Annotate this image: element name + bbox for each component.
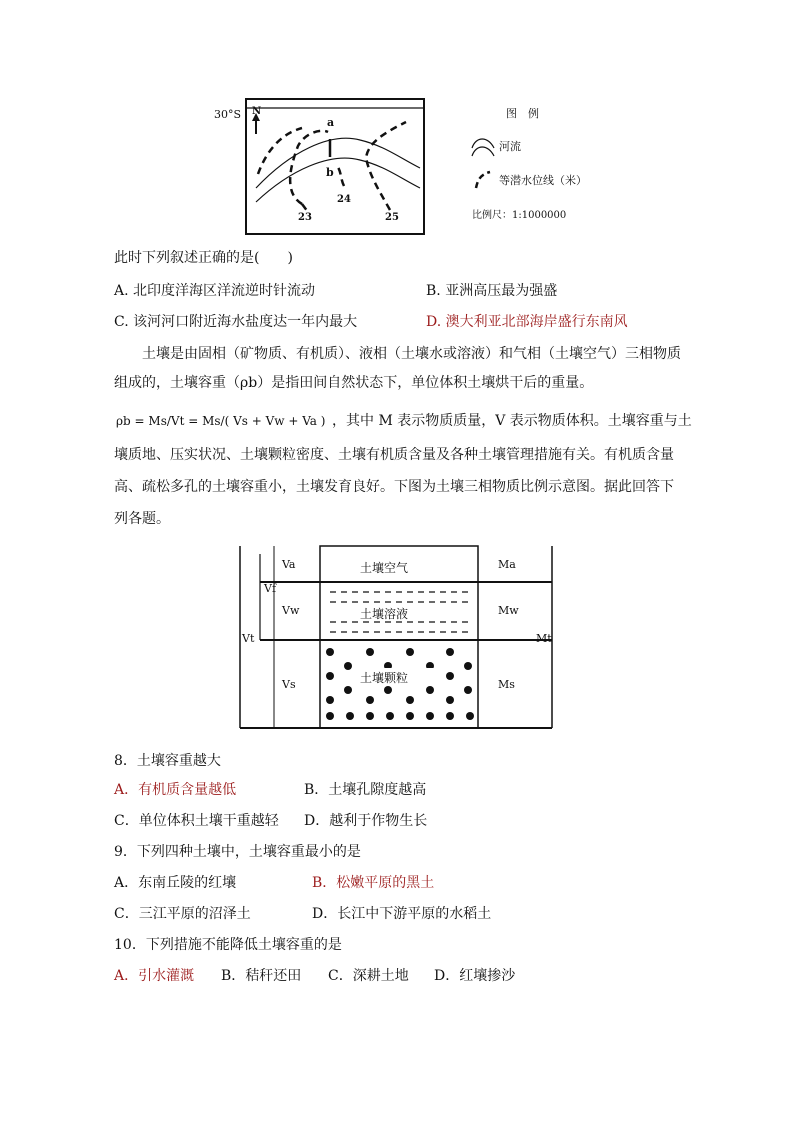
point-b-label: b xyxy=(326,166,334,179)
label-mw: Mw xyxy=(498,604,519,617)
soil-three-phase-figure xyxy=(236,542,566,734)
passage-line-5: 高、疏松多孔的土壤容重小，土壤发育良好。下图为土壤三相物质比例示意图。据此回答下 xyxy=(114,479,674,495)
question-stem-prev: 此时下列叙述正确的是( ) xyxy=(114,250,293,266)
contour-label-24: 24 xyxy=(337,194,351,205)
north-label: N xyxy=(252,106,262,117)
legend-title: 图 例 xyxy=(506,107,539,120)
legend-river-label: 河流 xyxy=(499,140,521,153)
groundwater-map-figure xyxy=(210,92,600,237)
label-va: Va xyxy=(282,558,296,571)
passage-line-2: 组成的，土壤容重（ρb）是指田间自然状态下，单位体积土壤烘干后的重量。 xyxy=(114,375,594,391)
passage-line-3: ，其中 M 表示物质质量，V 表示物质体积。土壤容重与土 xyxy=(332,413,692,429)
option-c-prev[interactable]: C. 该河河口附近海水盐度达一年内最大 xyxy=(114,314,358,330)
option-a-prev[interactable]: A. 北印度洋海区洋流逆时针流动 xyxy=(114,283,316,299)
label-vs: Vs xyxy=(282,678,296,691)
legend-contour-label: 等潜水位线（米） xyxy=(499,174,587,187)
contour-label-23: 23 xyxy=(298,212,312,223)
label-vw: Vw xyxy=(282,604,300,617)
passage-line-6: 列各题。 xyxy=(114,511,170,527)
q9-option-d[interactable]: D．长江中下游平原的水稻土 xyxy=(312,906,492,922)
latitude-label: 30°S xyxy=(214,108,242,121)
label-vf: Vf xyxy=(264,582,277,595)
point-a-label: a xyxy=(327,116,335,129)
q10-option-a-answer[interactable]: A．引水灌溉 xyxy=(114,968,195,984)
q8-option-d[interactable]: D．越利于作物生长 xyxy=(304,813,428,829)
option-b-prev[interactable]: B. 亚洲高压最为强盛 xyxy=(426,283,558,299)
river-legend-icon xyxy=(472,139,494,156)
label-ms: Ms xyxy=(498,678,515,691)
q8-option-b[interactable]: B．土壤孔隙度越高 xyxy=(304,782,427,798)
q9-option-c[interactable]: C．三江平原的沼泽土 xyxy=(114,906,251,922)
contour-label-25: 25 xyxy=(385,212,399,223)
q8-option-a-answer[interactable]: A．有机质含量越低 xyxy=(114,782,237,798)
label-mt: Mt xyxy=(536,632,552,645)
question-8-stem: 8．土壤容重越大 xyxy=(114,753,221,769)
question-9-stem: 9．下列四种土壤中，土壤容重最小的是 xyxy=(114,844,361,860)
legend-scale: 比例尺：1:1000000 xyxy=(472,210,567,221)
q10-option-d[interactable]: D．红壤掺沙 xyxy=(434,968,516,984)
label-soil-air: 土壤空气 xyxy=(360,561,409,575)
contour-legend-icon xyxy=(476,172,490,188)
label-ma: Ma xyxy=(498,558,516,571)
passage-line-4: 壤质地、压实状况、土壤颗粒密度、土壤有机质含量及各种土壤管理措施有关。有机质含量 xyxy=(114,447,674,463)
q10-option-c[interactable]: C．深耕土地 xyxy=(328,968,409,984)
passage-formula: ρb = Ms/Vt = Ms/( Vs + Vw + Va ) xyxy=(116,414,326,428)
label-vt: Vt xyxy=(242,632,255,645)
label-soil-solution: 土壤溶液 xyxy=(360,607,409,621)
q9-option-b-answer[interactable]: B．松嫩平原的黑土 xyxy=(312,875,435,891)
q8-option-c[interactable]: C．单位体积土壤干重越轻 xyxy=(114,813,279,829)
passage-line-1: 土壤是由固相（矿物质、有机质）、液相（土壤水或溶液）和气相（土壤空气）三相物质 xyxy=(142,346,681,362)
q9-option-a[interactable]: A．东南丘陵的红壤 xyxy=(114,875,237,891)
river xyxy=(256,138,420,202)
q10-option-b[interactable]: B．秸秆还田 xyxy=(221,968,302,984)
option-d-prev-answer[interactable]: D. 澳大利亚北部海岸盛行东南风 xyxy=(426,314,628,330)
label-soil-particles: 土壤颗粒 xyxy=(360,671,409,685)
question-10-stem: 10．下列措施不能降低土壤容重的是 xyxy=(114,937,342,953)
